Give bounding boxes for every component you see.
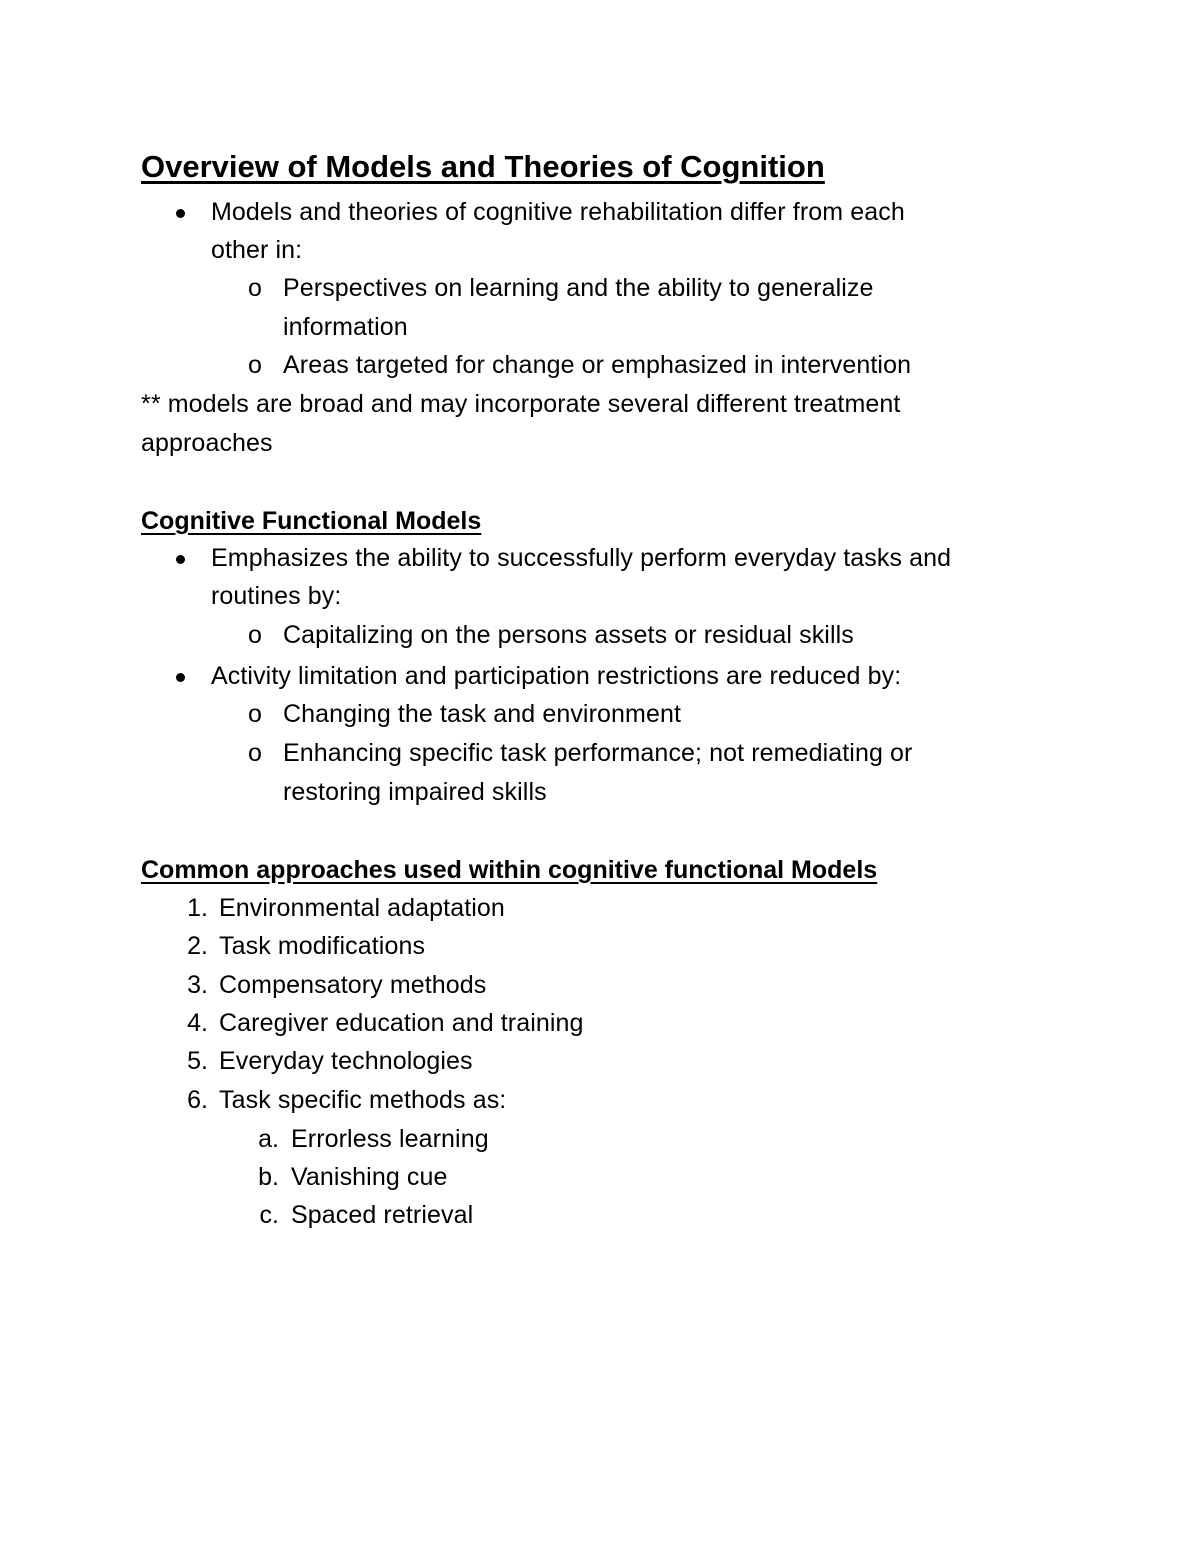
list-letter: a. [258,1125,279,1153]
sub-bullet-marker: o [248,621,262,649]
list-letter: c. [259,1201,279,1229]
sub-bullet-text: Areas targeted for change or emphasized in intervention [283,351,912,379]
list-item: Task modifications [219,932,426,960]
sub-bullet-marker: o [248,274,262,302]
sub-bullet-text: Capitalizing on the persons assets or residual skills [283,621,854,649]
sub-bullet-text: Perspectives on learning and the ability to generalize [283,274,874,302]
note-text: ** models are broad and may incorporate several different treatment [141,390,901,418]
list-subitem: Errorless learning [291,1125,489,1153]
list-item: Task specific methods as: [219,1086,507,1114]
bullet-dot [176,555,185,564]
section-title-common-approaches: Common approaches used within cognitive functional Models [141,856,878,884]
bullet-text: Models and theories of cognitive rehabilitation differ from each [211,198,905,226]
sub-bullet-marker: o [248,739,262,767]
list-subitem: Vanishing cue [291,1163,448,1191]
bullet-dot [176,209,185,218]
list-letter: b. [258,1163,279,1191]
bullet-dot [176,673,185,682]
sub-bullet-text-continued: information [283,313,408,341]
list-item: Caregiver education and training [219,1009,584,1037]
list-subitem: Spaced retrieval [291,1201,474,1229]
list-number: 1. [187,894,208,922]
bullet-text-continued: routines by: [211,582,342,610]
list-item: Everyday technologies [219,1047,473,1075]
list-number: 3. [187,971,208,999]
sub-bullet-text: Changing the task and environment [283,700,682,728]
sub-bullet-text: Enhancing specific task performance; not remediating or [283,739,913,767]
list-number: 2. [187,932,208,960]
sub-bullet-marker: o [248,351,262,379]
bullet-text: Emphasizes the ability to successfully perform everyday tasks and [211,544,952,572]
note-text-continued: approaches [141,429,273,457]
list-number: 4. [187,1009,208,1037]
sub-bullet-marker: o [248,700,262,728]
sub-bullet-text-continued: restoring impaired skills [283,778,547,806]
list-number: 6. [187,1086,208,1114]
section-title-overview: Overview of Models and Theories of Cognition [141,149,825,184]
bullet-text-continued: other in: [211,236,303,264]
section-title-cognitive-functional-models: Cognitive Functional Models [141,507,482,535]
bullet-text: Activity limitation and participation restrictions are reduced by: [211,662,902,690]
list-item: Compensatory methods [219,971,487,999]
list-item: Environmental adaptation [219,894,505,922]
list-number: 5. [187,1047,208,1075]
